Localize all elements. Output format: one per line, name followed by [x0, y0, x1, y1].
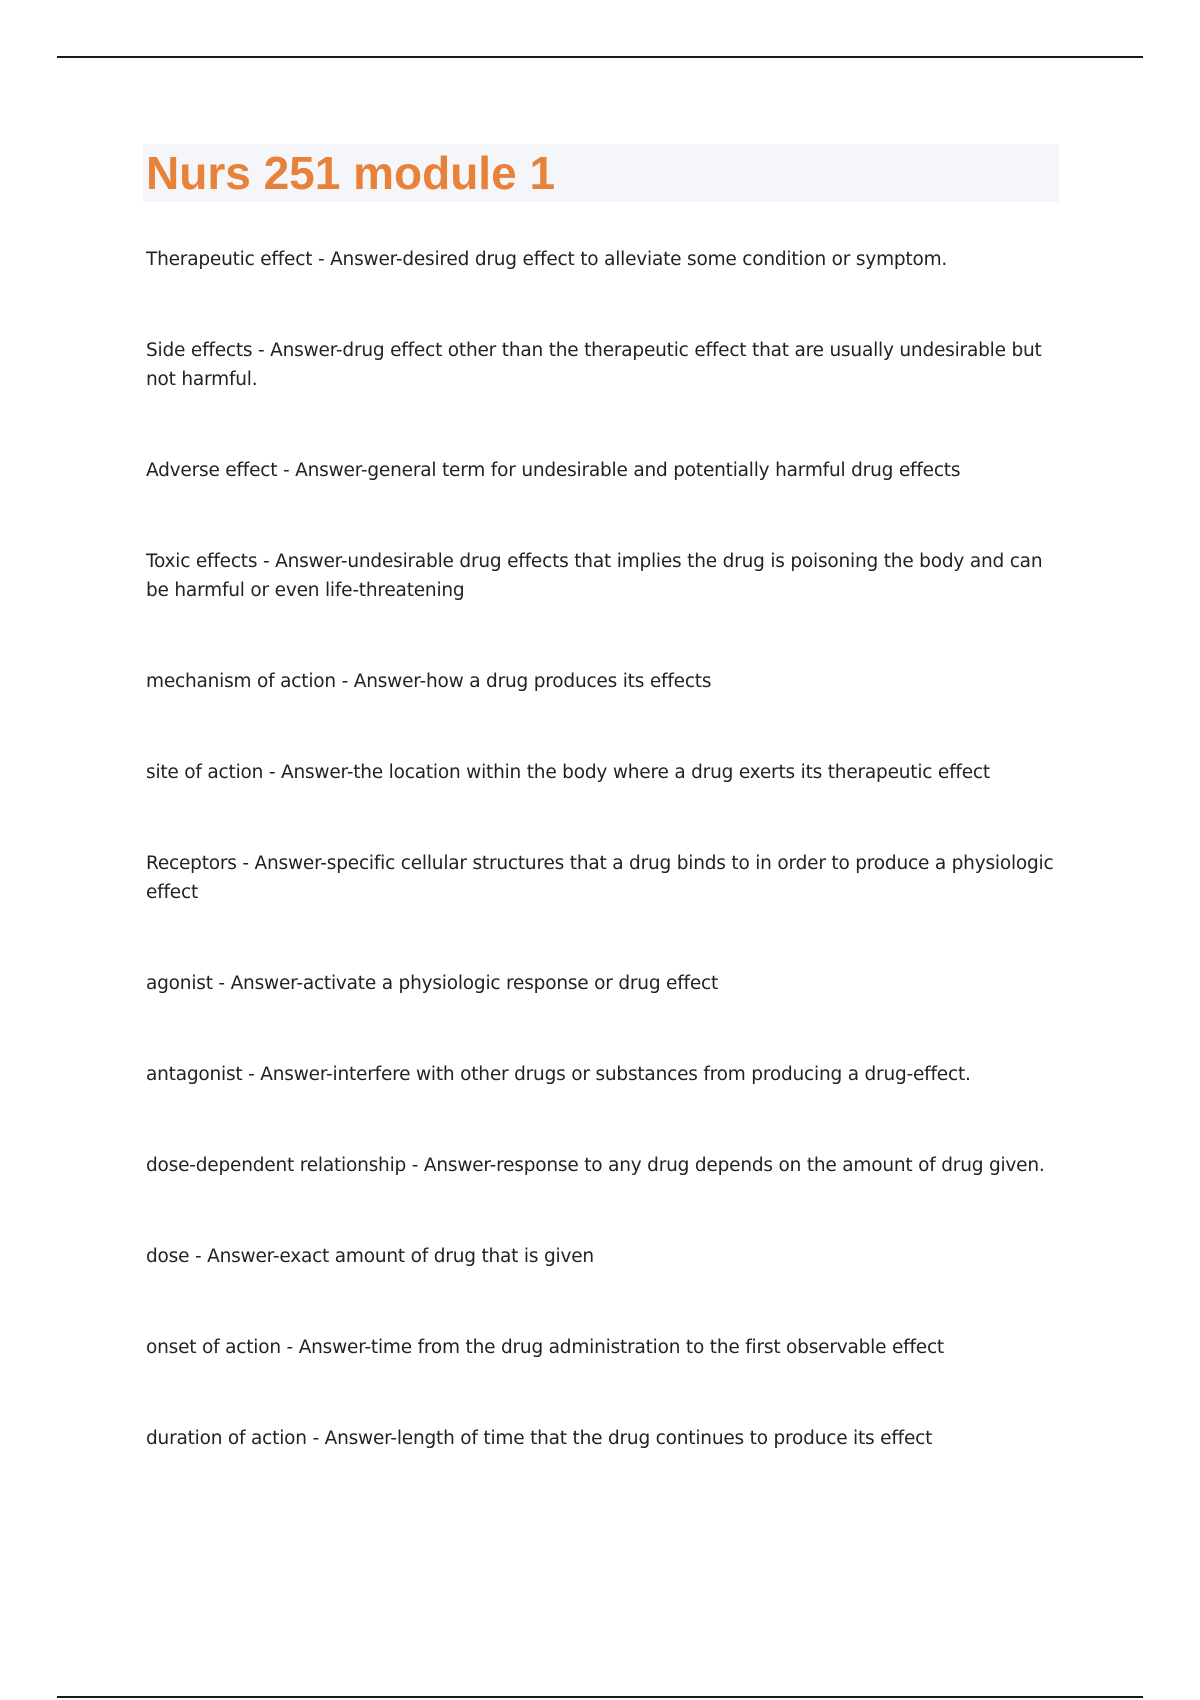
- bottom-divider: [57, 1696, 1143, 1698]
- qa-entry-mechanism-of-action: mechanism of action - Answer-how a drug produces its effects: [146, 671, 712, 692]
- qa-entry-toxic-effects: Toxic effects - Answer-undesirable drug effects that implies the drug is poisoning the body and can be harmful or even life-threatening: [146, 551, 1043, 601]
- qa-entry-onset-of-action: onset of action - Answer-time from the drug administration to the first observable effect: [146, 1337, 944, 1358]
- qa-entry-dose: dose - Answer-exact amount of drug that is given: [146, 1246, 594, 1267]
- qa-entry-side-effects: Side effects - Answer-drug effect other than the therapeutic effect that are usually undesirable but not harmful.: [146, 340, 1042, 390]
- qa-entry-therapeutic-effect: Therapeutic effect - Answer-desired drug effect to alleviate some condition or symptom.: [146, 249, 948, 270]
- top-divider: [57, 56, 1143, 58]
- qa-entry-duration-of-action: duration of action - Answer-length of time that the drug continues to produce its effect: [146, 1428, 933, 1449]
- document-title: Nurs 251 module 1: [146, 147, 556, 199]
- qa-entry-site-of-action: site of action - Answer-the location within the body where a drug exerts its therapeutic effect: [146, 762, 990, 783]
- qa-entry-antagonist: antagonist - Answer-interfere with other drugs or substances from producing a drug-effect.: [146, 1064, 971, 1085]
- qa-entry-adverse-effect: Adverse effect - Answer-general term for undesirable and potentially harmful drug effects: [146, 460, 961, 481]
- qa-entry-dose-dependent-relationship: dose-dependent relationship - Answer-response to any drug depends on the amount of drug given.: [146, 1155, 1045, 1176]
- qa-entry-agonist: agonist - Answer-activate a physiologic response or drug effect: [146, 973, 719, 994]
- qa-entry-receptors: Receptors - Answer-specific cellular structures that a drug binds to in order to produce a physiologic effect: [146, 853, 1054, 903]
- qa-list: [146, 245, 1066, 1515]
